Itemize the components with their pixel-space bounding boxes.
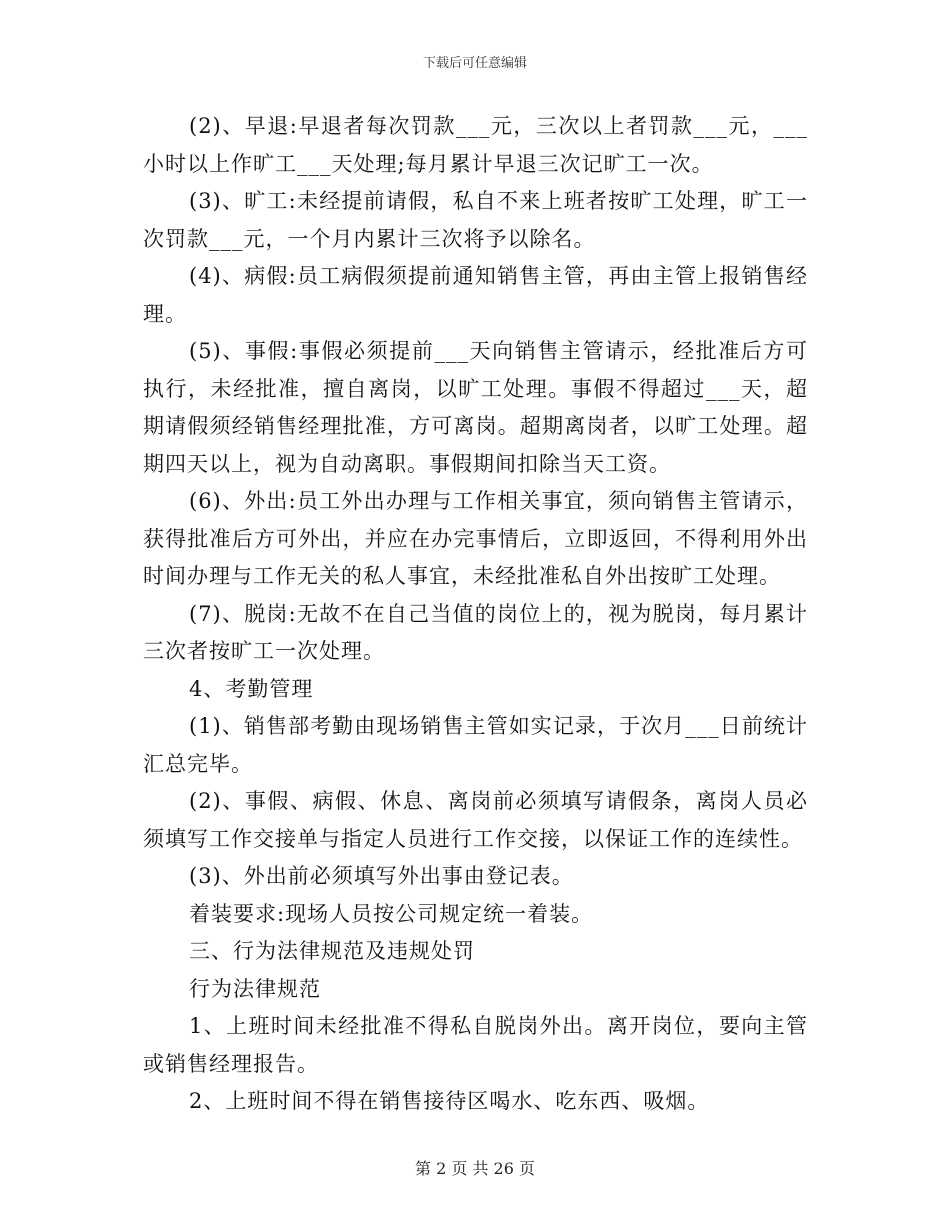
subheading-conduct-rules: 行为法律规范 [189, 976, 321, 1001]
paragraph-dress-code: 着装要求:现场人员按公司规定统一着装。 [189, 901, 594, 926]
paragraph-personal-leave: (5)、事假:事假必须提前___天向销售主管请示，经批准后方可执行，未经批准，擅自离岗，以旷工处理。事假不得超过___天，超期请假须经销售经理批准，方可离岗。超期离岗者，以旷工处理。超期四天以上，视为自动离职。事假期间扣除当天工资。 [143, 339, 808, 476]
paragraph-attendance-record: (1)、销售部考勤由现场销售主管如实记录，于次月___日前统计汇总完毕。 [143, 714, 808, 776]
page-header: 下载后可任意编辑 [422, 56, 527, 71]
paragraph-sick-leave: (4)、病假:员工病假须提前通知销售主管，再由主管上报销售经理。 [143, 264, 808, 326]
section-heading-attendance: 4、考勤管理 [189, 676, 314, 701]
paragraph-off-post: (7)、脱岗:无故不在自己当值的岗位上的，视为脱岗，每月累计三次者按旷工一次处理。 [143, 601, 808, 663]
paragraph-outing-form: (3)、外出前必须填写外出事由登记表。 [189, 864, 574, 888]
section-heading-conduct: 三、行为法律规范及违规处罚 [189, 939, 475, 963]
paragraph-leave-form: (2)、事假、病假、休息、离岗前必须填写请假条，离岗人员必须填写工作交接单与指定人员进行工作交接，以保证工作的连续性。 [143, 789, 808, 851]
paragraph-rule-2: 2、上班时间不得在销售接待区喝水、吃东西、吸烟。 [189, 1089, 710, 1113]
page-number: 第 2 页 共 26 页 [415, 1159, 535, 1178]
paragraph-early-leave: (2)、早退:早退者每次罚款___元，三次以上者罚款___元，___小时以上作旷工___天处理;每月累计早退三次记旷工一次。 [143, 114, 808, 176]
paragraph-going-out: (6)、外出:员工外出办理与工作相关事宜，须向销售主管请示，获得批准后方可外出，并应在办完事情后，立即返回，不得利用外出时间办理与工作无关的私人事宜，未经批准私自外出按旷工处理。 [143, 489, 808, 588]
paragraph-rule-1: 1、上班时间未经批准不得私自脱岗外出。离开岗位，要向主管或销售经理报告。 [143, 1014, 808, 1076]
document-body [143, 108, 808, 1121]
paragraph-absenteeism: (3)、旷工:未经提前请假，私自不来上班者按旷工处理，旷工一次罚款___元，一个月内累计三次将予以除名。 [143, 189, 808, 251]
